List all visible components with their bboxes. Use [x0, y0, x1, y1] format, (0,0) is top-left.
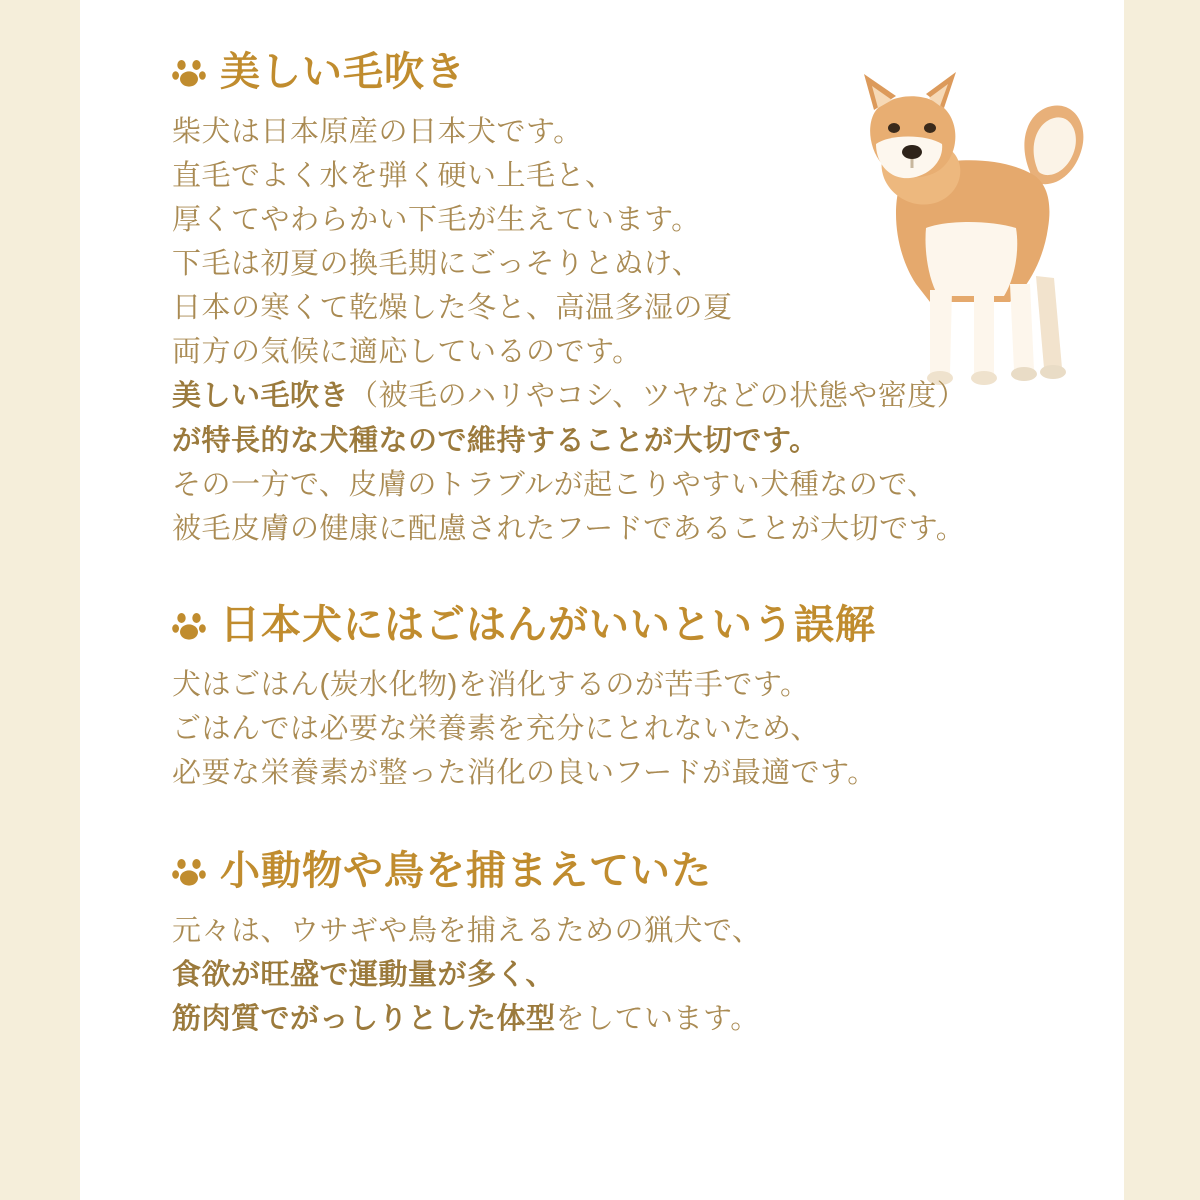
content-sheet: [80, 0, 1124, 1200]
text-line: 厚くてやわらかい下毛が生えています。: [172, 204, 701, 237]
text-line: 食欲が旺盛で運動量が多く、: [172, 959, 555, 992]
section-heading: [172, 601, 1102, 649]
text-line: 必要な栄養素が整った消化の良いフードが最適です。: [172, 756, 877, 789]
text-line: 美しい毛吹き（被毛のハリやコシ、ツヤなどの状態や密度）: [172, 380, 967, 413]
text-line: 柴犬は日本原産の日本犬です。: [172, 116, 583, 148]
section-rice-misconception: [172, 601, 1102, 795]
section-hunting-origin: [172, 847, 1102, 1041]
article-body: [172, 48, 1102, 1041]
paw-icon: [172, 608, 206, 642]
text-line: 両方の気候に適応しているのです。: [172, 336, 642, 369]
section-heading-text: 小動物や鳥を捕まえていた: [220, 849, 712, 894]
section-heading: [172, 48, 1102, 96]
paw-icon: [172, 854, 206, 888]
text-line: が特長的な犬種なので維持することが大切です。: [172, 424, 819, 457]
paw-icon: [172, 55, 206, 89]
section-heading-text: 日本犬にはごはんがいいという誤解: [220, 602, 876, 647]
text-line: ごはんでは必要な栄養素を充分にとれないため、: [172, 712, 820, 745]
section-paragraph: [172, 909, 1102, 1041]
section-paragraph: [172, 110, 1102, 551]
text-line: 日本の寒くて乾燥した冬と、高温多湿の夏: [172, 292, 733, 325]
text-line: 直毛でよく水を弾く硬い上毛と、: [172, 160, 615, 193]
text-line: 被毛皮膚の健康に配慮されたフードであることが大切です。: [172, 512, 966, 545]
text-line: 犬はごはん(炭水化物)を消化するのが苦手です。: [172, 668, 810, 701]
text-line: 下毛は初夏の換毛期にごっそりとぬけ、: [172, 248, 702, 281]
text-line: その一方で、皮膚のトラブルが起こりやすい犬種なので、: [172, 468, 937, 501]
text-line: 元々は、ウサギや鳥を捕えるための猟犬で、: [172, 915, 762, 948]
section-paragraph: [172, 663, 1102, 795]
section-beautiful-coat: [172, 48, 1102, 551]
section-heading: [172, 847, 1102, 895]
section-heading-text: 美しい毛吹き: [220, 50, 466, 94]
text-line: 筋肉質でがっしりとした体型をしています。: [172, 1003, 760, 1036]
